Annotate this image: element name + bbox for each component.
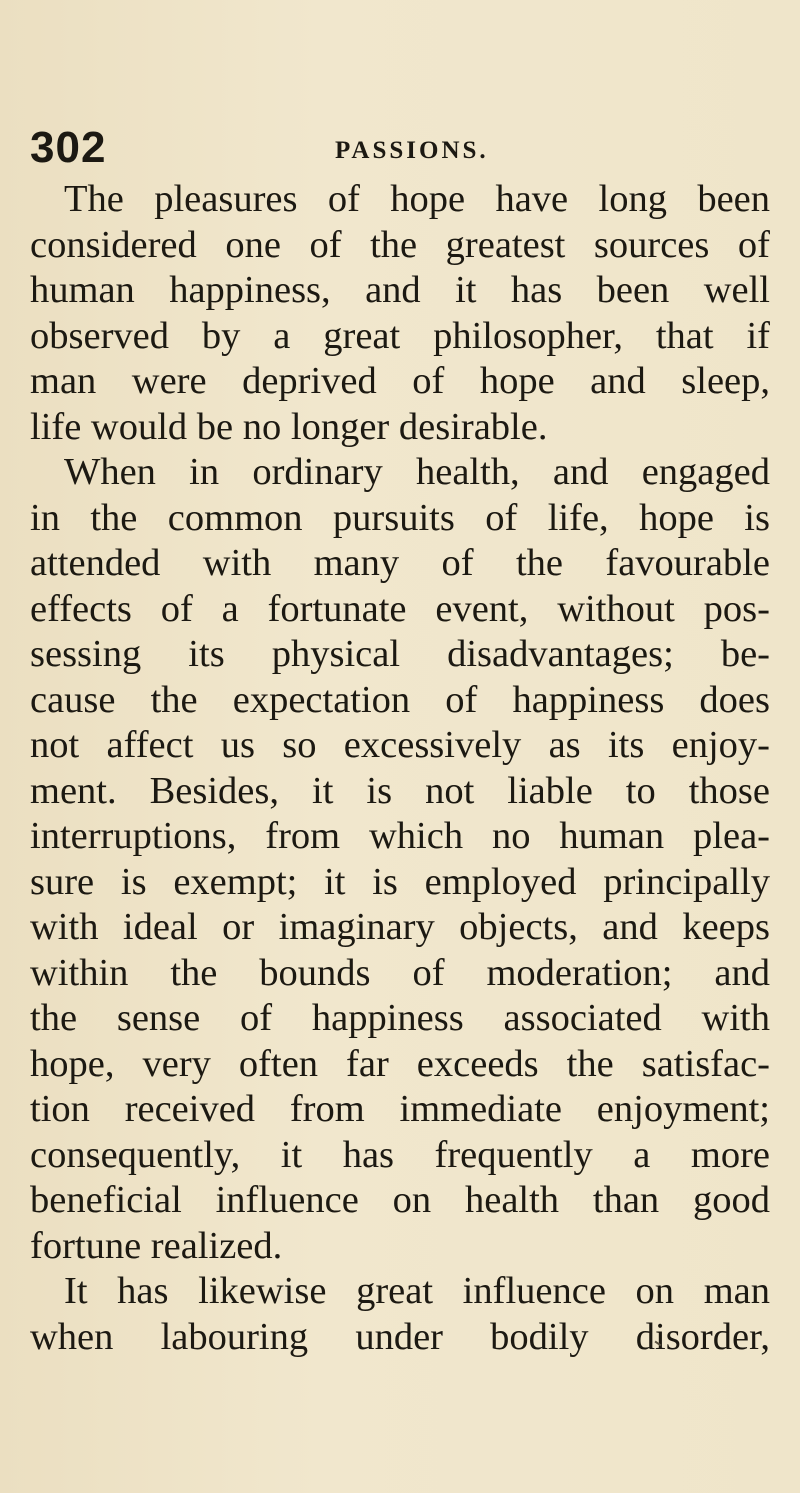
text-line: in the common pursuits of life, hope is [30, 496, 770, 539]
text-line: human happiness, and it has been well [30, 269, 770, 311]
text-line: life would be no longer desirable. [30, 405, 548, 448]
text-line: not affect us so excessively as its enjoy- [30, 724, 770, 766]
text-line: the sense of happiness associated with [30, 997, 770, 1039]
text-line: beneficial influence on health than good [30, 1179, 770, 1221]
text-line: sessing its physical disadvantages; be- [30, 633, 770, 675]
text-line: man were deprived of hope and sleep, [30, 360, 770, 402]
text-line: effects of a fortunate event, without pos- [30, 587, 770, 630]
text-line: considered one of the greatest sources of [30, 223, 770, 266]
text-line: It has likewise great influence on man [64, 1270, 770, 1312]
text-line: sure is exempt; it is employed principally [30, 860, 770, 903]
text-line: consequently, it has frequently a more [30, 1133, 770, 1176]
text-line: with ideal or imaginary objects, and keeps [30, 906, 770, 948]
text-line: hope, very often far exceeds the satisfac- [30, 1042, 770, 1085]
text-line: observed by a great philosopher, that if [30, 314, 770, 357]
page-header [30, 118, 770, 178]
text-line: within the bounds of moderation; and [30, 951, 770, 994]
page-number: 302 [30, 123, 107, 172]
text-line: interruptions, from which no human plea- [30, 815, 770, 857]
body-text [30, 177, 770, 1360]
text-line: cause the expectation of happiness does [30, 678, 770, 721]
text-line: The pleasures of hope have long been [64, 178, 770, 220]
text-line: tion received from immediate enjoyment; [30, 1088, 770, 1130]
text-line: attended with many of the favourable [30, 542, 770, 584]
text-line: when labouring under bodily disorder, [30, 1315, 770, 1358]
text-line: fortune realized. [30, 1224, 283, 1267]
text-line: When in ordinary health, and engaged [64, 451, 770, 493]
running-head: PASSIONS. [335, 137, 489, 164]
text-line: ment. Besides, it is not liable to those [30, 769, 770, 812]
